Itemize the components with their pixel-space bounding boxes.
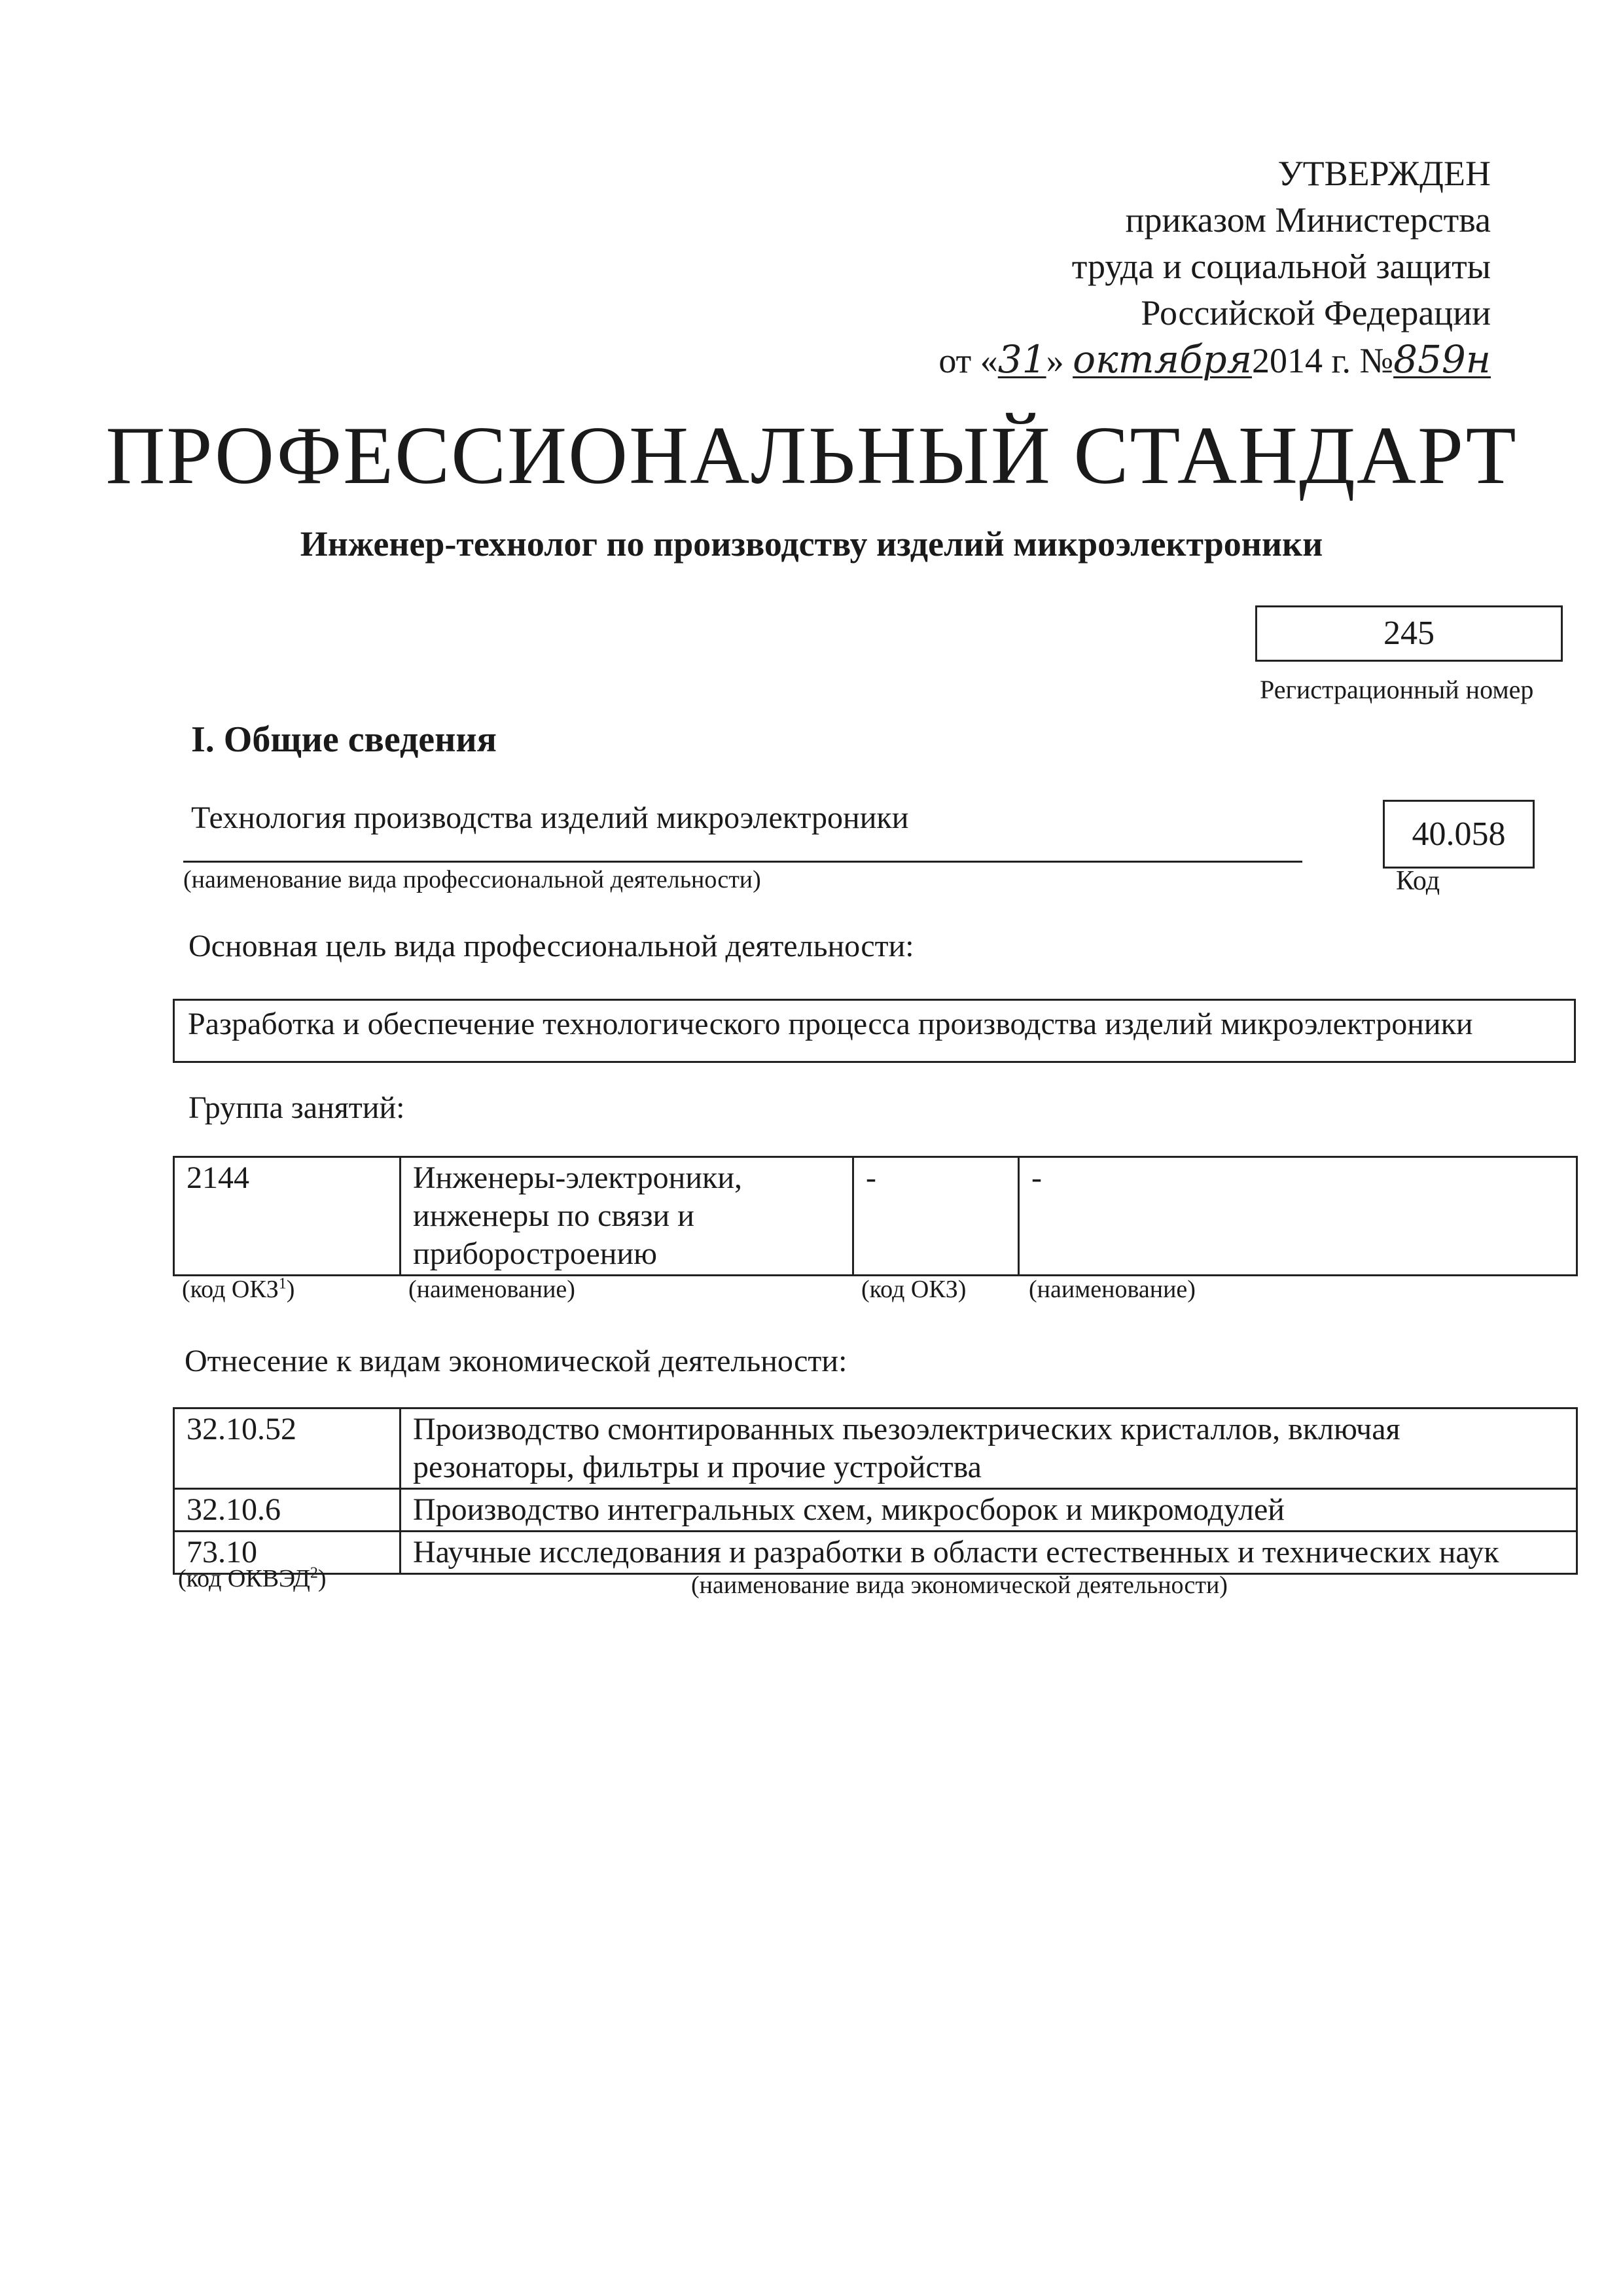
registration-number-box: 245 [1255,605,1563,662]
okved-code-caption [178,1564,327,1593]
approval-line-country: Российской Федерации [1141,293,1491,332]
okz-name-caption-2: (наименование) [1029,1276,1196,1303]
date-month-handwritten: октября [1073,337,1252,382]
okz-code-cell-2: - [853,1157,1019,1276]
okz-name-line: приборостроению [413,1236,657,1271]
okved-name-cell: Производство интегральных схем, микросборок и микромодулей [401,1489,1577,1532]
okved-name-line: резонаторы, фильтры и прочие устройства [413,1450,982,1484]
table-row [174,1489,1577,1532]
approval-line-approved: УТВЕРЖДЕН [1277,154,1491,193]
okz-code-cell: 2144 [174,1157,401,1276]
table-row [174,1532,1577,1574]
okved-code-caption-end: ) [317,1565,327,1592]
okz-name-line: инженеры по связи и [413,1198,694,1233]
activity-caption: (наименование вида профессиональной деятельности) [183,866,761,893]
registration-number-label: Регистрационный номер [1260,675,1534,704]
okved-code-cell: 32.10.52 [174,1408,401,1489]
okved-name-cell [401,1408,1577,1489]
okz-name-line: Инженеры-электроники, [413,1160,743,1195]
date-year: 2014 г. № [1251,341,1394,380]
okz-name-cell-2: - [1019,1157,1577,1276]
okz-code-caption-2: (код ОКЗ) [861,1276,967,1303]
occupation-group-table [173,1156,1578,1276]
okz-code-caption-end: ) [286,1276,295,1303]
footnote-marker: 2 [310,1564,318,1582]
order-number-handwritten: 859н [1393,337,1491,382]
activity-code-label: Код [1396,866,1440,896]
okved-name-cell: Научные исследования и разработки в области естественных и технических наук [401,1532,1577,1574]
approval-date-line [938,336,1491,384]
date-day-handwritten: 31 [997,337,1046,382]
activity-underline [183,861,1302,863]
okved-code-cell: 32.10.6 [174,1489,401,1532]
activity-code-box: 40.058 [1383,800,1535,869]
document-title: ПРОФЕССИОНАЛЬНЫЙ СТАНДАРТ [105,410,1518,501]
goal-box: Разработка и обеспечение технологического процесса производства изделий микроэлектроники [173,999,1576,1063]
table-row [174,1408,1577,1489]
okz-name-cell [401,1157,853,1276]
okved-code-caption-text: (код ОКВЭД [178,1565,310,1592]
section-heading: I. Общие сведения [191,719,497,760]
approval-block [938,151,1491,384]
okved-name-line: Производство смонтированных пьезоэлектрических кристаллов, включая [413,1412,1400,1446]
okz-code-caption [182,1275,294,1304]
document-subtitle: Инженер-технолог по производству изделий микроэлектроники [300,524,1323,564]
date-mid: » [1046,341,1064,380]
okz-code-caption-text: (код ОКЗ [182,1276,279,1303]
okz-name-caption: (наименование) [408,1276,575,1303]
table-row [174,1157,1577,1276]
footnote-marker: 1 [278,1275,287,1293]
okved-name-caption: (наименование вида экономической деятельности) [691,1571,1228,1599]
approval-line-ministry: труда и социальной защиты [1071,247,1491,286]
goal-label: Основная цель вида профессиональной деятельности: [188,929,914,963]
economic-activity-table [173,1407,1578,1575]
economic-label: Отнесение к видам экономической деятельности: [185,1344,847,1378]
occupation-group-label: Группа занятий: [188,1090,405,1125]
activity-name: Технология производства изделий микроэлектроники [191,800,909,835]
approval-line-order: приказом Министерства [1125,200,1491,240]
date-prefix: от « [938,341,998,380]
okved-code-cell: 73.10 [174,1532,401,1574]
